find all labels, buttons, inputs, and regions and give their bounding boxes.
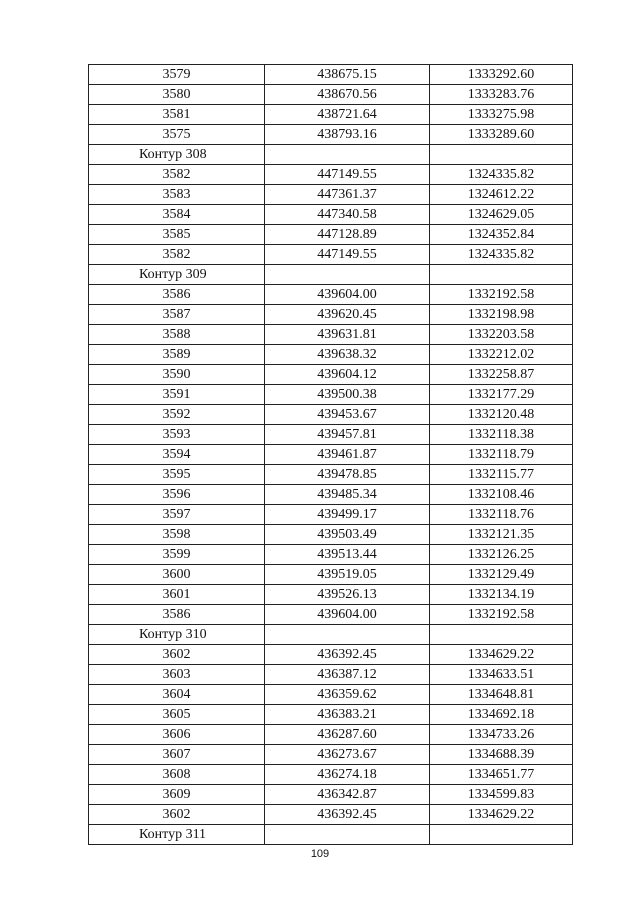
x-coordinate-cell: 436273.67 — [265, 745, 430, 765]
table-row — [89, 305, 573, 325]
table-row — [89, 225, 573, 245]
point-number-cell: 3582 — [89, 245, 265, 265]
table-row — [89, 585, 573, 605]
x-coordinate-cell: 439513.44 — [265, 545, 430, 565]
table-row — [89, 805, 573, 825]
y-coordinate-cell: 1334692.18 — [430, 705, 573, 725]
y-coordinate-cell: 1332120.48 — [430, 405, 573, 425]
table-row — [89, 505, 573, 525]
point-number-cell: 3608 — [89, 765, 265, 785]
point-number-cell: 3588 — [89, 325, 265, 345]
point-number-cell: 3591 — [89, 385, 265, 405]
table-row — [89, 325, 573, 345]
y-coordinate-cell: 1332134.19 — [430, 585, 573, 605]
point-number-cell: 3600 — [89, 565, 265, 585]
y-coordinate-cell: 1324335.82 — [430, 165, 573, 185]
y-coordinate-cell: 1332192.58 — [430, 285, 573, 305]
x-coordinate-cell: 439604.00 — [265, 605, 430, 625]
point-number-cell: 3605 — [89, 705, 265, 725]
x-coordinate-cell: 439485.34 — [265, 485, 430, 505]
point-number-cell: 3575 — [89, 125, 265, 145]
x-coordinate-cell: 439519.05 — [265, 565, 430, 585]
x-coordinate-cell: 439499.17 — [265, 505, 430, 525]
empty-cell — [430, 145, 573, 165]
table-row — [89, 245, 573, 265]
x-coordinate-cell: 436392.45 — [265, 645, 430, 665]
y-coordinate-cell: 1324629.05 — [430, 205, 573, 225]
table-row — [89, 525, 573, 545]
x-coordinate-cell: 439503.49 — [265, 525, 430, 545]
point-number-cell: 3599 — [89, 545, 265, 565]
table-row — [89, 185, 573, 205]
table-row — [89, 605, 573, 625]
empty-cell — [265, 145, 430, 165]
empty-cell — [430, 265, 573, 285]
point-number-cell: 3596 — [89, 485, 265, 505]
y-coordinate-cell: 1332177.29 — [430, 385, 573, 405]
x-coordinate-cell: 436392.45 — [265, 805, 430, 825]
point-number-cell: 3584 — [89, 205, 265, 225]
point-number-cell: 3598 — [89, 525, 265, 545]
y-coordinate-cell: 1332121.35 — [430, 525, 573, 545]
x-coordinate-cell: 436274.18 — [265, 765, 430, 785]
point-number-cell: 3579 — [89, 65, 265, 85]
y-coordinate-cell: 1332108.46 — [430, 485, 573, 505]
point-number-cell: 3586 — [89, 605, 265, 625]
point-number-cell: 3587 — [89, 305, 265, 325]
x-coordinate-cell: 439638.32 — [265, 345, 430, 365]
point-number-cell: 3583 — [89, 185, 265, 205]
table-row — [89, 425, 573, 445]
y-coordinate-cell: 1332118.76 — [430, 505, 573, 525]
y-coordinate-cell: 1324352.84 — [430, 225, 573, 245]
table-row — [89, 725, 573, 745]
table-row — [89, 205, 573, 225]
y-coordinate-cell: 1334733.26 — [430, 725, 573, 745]
point-number-cell: 3592 — [89, 405, 265, 425]
point-number-cell: 3603 — [89, 665, 265, 685]
point-number-cell: 3580 — [89, 85, 265, 105]
x-coordinate-cell: 438675.15 — [265, 65, 430, 85]
table-row — [89, 765, 573, 785]
y-coordinate-cell: 1334599.83 — [430, 785, 573, 805]
point-number-cell: 3607 — [89, 745, 265, 765]
table-row — [89, 165, 573, 185]
x-coordinate-cell: 439604.00 — [265, 285, 430, 305]
x-coordinate-cell: 439478.85 — [265, 465, 430, 485]
table-row — [89, 785, 573, 805]
table-row — [89, 685, 573, 705]
point-number-cell: 3581 — [89, 105, 265, 125]
x-coordinate-cell: 436359.62 — [265, 685, 430, 705]
y-coordinate-cell: 1334651.77 — [430, 765, 573, 785]
empty-cell — [430, 825, 573, 845]
point-number-cell: 3594 — [89, 445, 265, 465]
coordinates-table-body — [89, 65, 573, 845]
x-coordinate-cell: 447361.37 — [265, 185, 430, 205]
point-number-cell: 3604 — [89, 685, 265, 705]
empty-cell — [430, 625, 573, 645]
empty-cell — [265, 265, 430, 285]
contour-header-row — [89, 825, 573, 845]
point-number-cell: 3582 — [89, 165, 265, 185]
x-coordinate-cell: 436383.21 — [265, 705, 430, 725]
x-coordinate-cell: 438793.16 — [265, 125, 430, 145]
x-coordinate-cell: 439620.45 — [265, 305, 430, 325]
y-coordinate-cell: 1332258.87 — [430, 365, 573, 385]
point-number-cell: 3609 — [89, 785, 265, 805]
point-number-cell: 3586 — [89, 285, 265, 305]
table-row — [89, 125, 573, 145]
y-coordinate-cell: 1334688.39 — [430, 745, 573, 765]
point-number-cell: 3602 — [89, 805, 265, 825]
table-row — [89, 745, 573, 765]
x-coordinate-cell: 439604.12 — [265, 365, 430, 385]
y-coordinate-cell: 1334648.81 — [430, 685, 573, 705]
table-row — [89, 665, 573, 685]
x-coordinate-cell: 439631.81 — [265, 325, 430, 345]
y-coordinate-cell: 1333275.98 — [430, 105, 573, 125]
x-coordinate-cell: 439500.38 — [265, 385, 430, 405]
coordinates-table — [88, 64, 573, 845]
x-coordinate-cell: 438670.56 — [265, 85, 430, 105]
y-coordinate-cell: 1324612.22 — [430, 185, 573, 205]
y-coordinate-cell: 1332126.25 — [430, 545, 573, 565]
table-row — [89, 385, 573, 405]
x-coordinate-cell: 447340.58 — [265, 205, 430, 225]
empty-cell — [265, 625, 430, 645]
table-row — [89, 645, 573, 665]
contour-label: Контур 310 — [89, 625, 265, 645]
x-coordinate-cell: 436342.87 — [265, 785, 430, 805]
x-coordinate-cell: 447149.55 — [265, 245, 430, 265]
table-row — [89, 465, 573, 485]
point-number-cell: 3602 — [89, 645, 265, 665]
y-coordinate-cell: 1332115.77 — [430, 465, 573, 485]
y-coordinate-cell: 1332198.98 — [430, 305, 573, 325]
x-coordinate-cell: 436287.60 — [265, 725, 430, 745]
table-row — [89, 345, 573, 365]
y-coordinate-cell: 1334629.22 — [430, 805, 573, 825]
x-coordinate-cell: 447128.89 — [265, 225, 430, 245]
table-row — [89, 105, 573, 125]
y-coordinate-cell: 1333289.60 — [430, 125, 573, 145]
table-row — [89, 565, 573, 585]
y-coordinate-cell: 1332129.49 — [430, 565, 573, 585]
x-coordinate-cell: 436387.12 — [265, 665, 430, 685]
x-coordinate-cell: 439457.81 — [265, 425, 430, 445]
contour-header-row — [89, 265, 573, 285]
table-row — [89, 405, 573, 425]
contour-label: Контур 311 — [89, 825, 265, 845]
y-coordinate-cell: 1332118.79 — [430, 445, 573, 465]
point-number-cell: 3589 — [89, 345, 265, 365]
table-row — [89, 445, 573, 465]
y-coordinate-cell: 1324335.82 — [430, 245, 573, 265]
y-coordinate-cell: 1333292.60 — [430, 65, 573, 85]
x-coordinate-cell: 438721.64 — [265, 105, 430, 125]
y-coordinate-cell: 1332212.02 — [430, 345, 573, 365]
table-row — [89, 65, 573, 85]
table-row — [89, 705, 573, 725]
table-row — [89, 365, 573, 385]
x-coordinate-cell: 439453.67 — [265, 405, 430, 425]
y-coordinate-cell: 1332192.58 — [430, 605, 573, 625]
point-number-cell: 3595 — [89, 465, 265, 485]
contour-label: Контур 308 — [89, 145, 265, 165]
table-row — [89, 485, 573, 505]
x-coordinate-cell: 439526.13 — [265, 585, 430, 605]
table-row — [89, 285, 573, 305]
table-row — [89, 85, 573, 105]
y-coordinate-cell: 1333283.76 — [430, 85, 573, 105]
contour-header-row — [89, 625, 573, 645]
y-coordinate-cell: 1332118.38 — [430, 425, 573, 445]
point-number-cell: 3590 — [89, 365, 265, 385]
page-number: 109 — [310, 848, 330, 860]
table-row — [89, 545, 573, 565]
contour-header-row — [89, 145, 573, 165]
contour-label: Контур 309 — [89, 265, 265, 285]
y-coordinate-cell: 1334629.22 — [430, 645, 573, 665]
point-number-cell: 3601 — [89, 585, 265, 605]
y-coordinate-cell: 1334633.51 — [430, 665, 573, 685]
x-coordinate-cell: 447149.55 — [265, 165, 430, 185]
empty-cell — [265, 825, 430, 845]
point-number-cell: 3585 — [89, 225, 265, 245]
y-coordinate-cell: 1332203.58 — [430, 325, 573, 345]
x-coordinate-cell: 439461.87 — [265, 445, 430, 465]
point-number-cell: 3597 — [89, 505, 265, 525]
point-number-cell: 3606 — [89, 725, 265, 745]
point-number-cell: 3593 — [89, 425, 265, 445]
